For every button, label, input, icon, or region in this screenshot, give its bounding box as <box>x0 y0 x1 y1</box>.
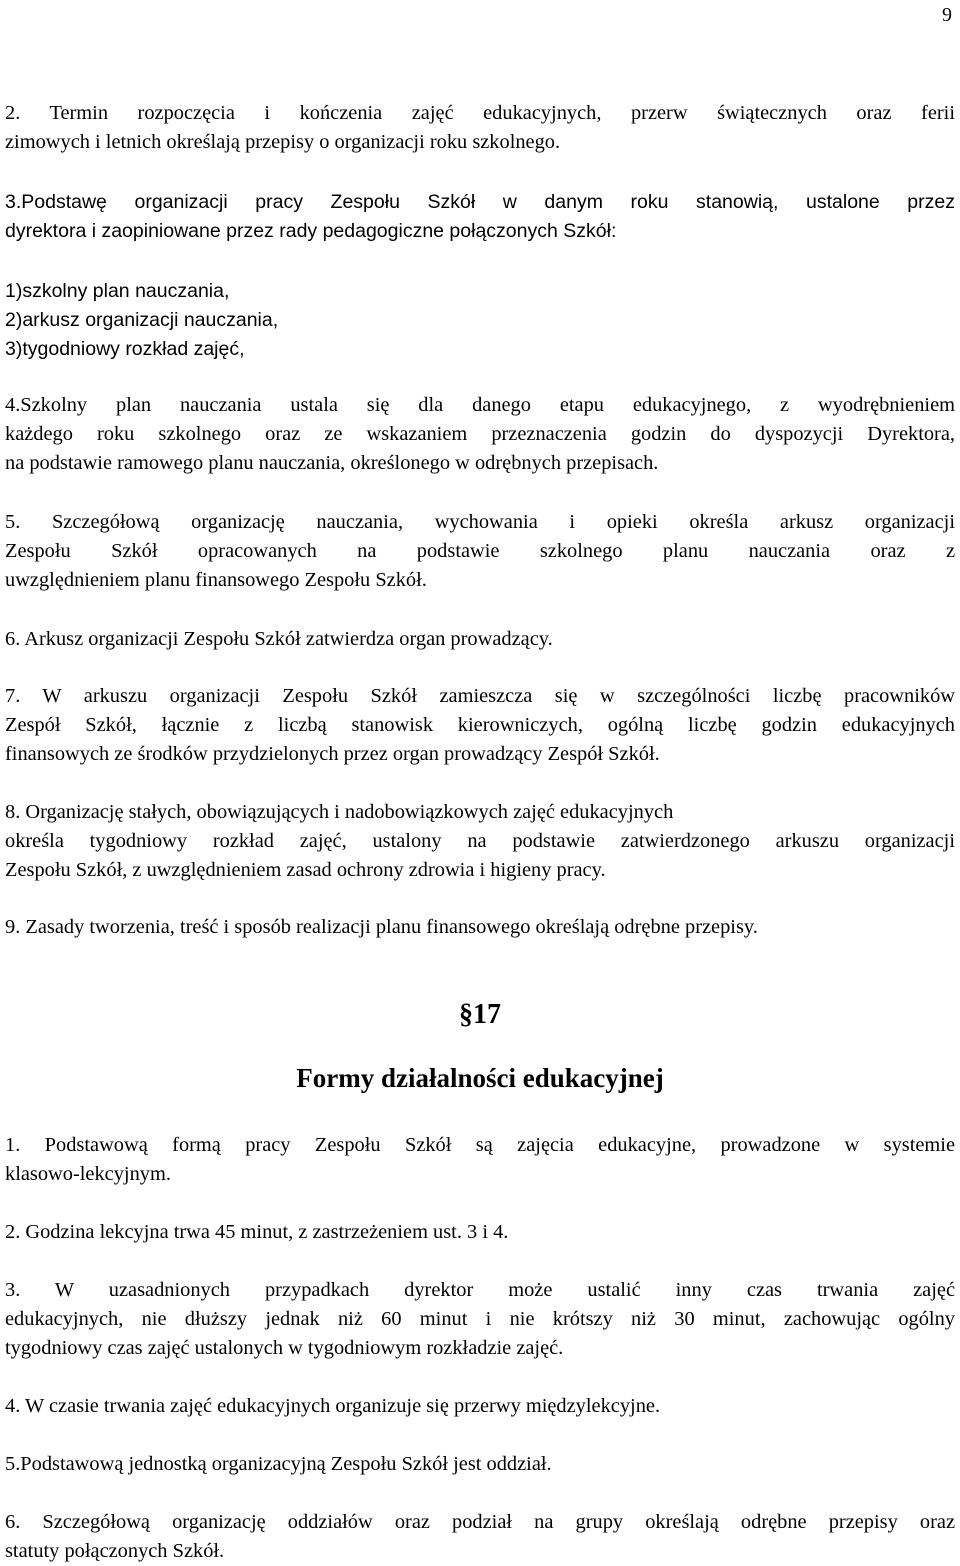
paragraph-7 <box>5 682 955 770</box>
paragraph-line: klasowo-lekcyjnym. <box>5 1163 171 1186</box>
paragraph-line: 6. Szczegółową organizację oddziałów oraz podział na grupy określają odrębne przepisy oraz <box>5 1511 955 1533</box>
list-item: 3)tygodniowy rozkład zajęć, <box>5 338 245 361</box>
section-paragraph-4 <box>5 1392 955 1421</box>
paragraph-9 <box>5 913 955 942</box>
paragraph-line: 9. Zasady tworzenia, treść i sposób realizacji planu finansowego określają odrębne przepisy. <box>5 916 758 938</box>
paragraph-line: 3.Podstawę organizacji pracy Zespołu Szkół w danym roku stanowią, ustalone przez <box>5 191 955 213</box>
paragraph-line: uwzględnieniem planu finansowego Zespołu Szkół. <box>5 569 427 592</box>
paragraph-line: statuty połączonych Szkół. <box>5 1540 225 1563</box>
section-paragraph-1 <box>5 1131 955 1189</box>
paragraph-line: 5. Szczegółową organizację nauczania, wychowania i opieki określa arkusz organizacji <box>5 511 955 533</box>
paragraph-8 <box>5 798 955 886</box>
section-paragraph-5 <box>5 1450 955 1479</box>
list-item: 2)arkusz organizacji nauczania, <box>5 309 279 332</box>
paragraph-line: finansowych ze środków przydzielonych przez organ prowadzący Zespół Szkół. <box>5 743 660 766</box>
paragraph-line: 3. W uzasadnionych przypadkach dyrektor może ustalić inny czas trwania zajęć <box>5 1279 955 1301</box>
paragraph-line: na podstawie ramowego planu nauczania, określonego w odrębnych przepisach. <box>5 452 659 475</box>
paragraph-line: Zespołu Szkół, z uwzględnieniem zasad ochrony zdrowia i higieny pracy. <box>5 859 606 882</box>
list-item: 1)szkolny plan nauczania, <box>5 280 230 302</box>
paragraph-5 <box>5 508 955 596</box>
paragraph-line: tygodniowy czas zajęć ustalonych w tygodniowym rozkładzie zajęć. <box>5 1337 564 1360</box>
paragraph-line: 7. W arkuszu organizacji Zespołu Szkół zamieszcza się w szczególności liczbę pracowników <box>5 685 955 707</box>
section-number: §17 <box>459 999 501 1030</box>
paragraph-line: 2. Godzina lekcyjna trwa 45 minut, z zastrzeżeniem ust. 3 i 4. <box>5 1221 509 1243</box>
paragraph-2 <box>5 99 955 157</box>
paragraph-line: zimowych i letnich określają przepisy o organizacji roku szkolnego. <box>5 131 561 154</box>
paragraph-line: każdego roku szkolnego oraz ze wskazaniem przeznaczenia godzin do dyspozycji Dyrektora, <box>5 423 955 446</box>
paragraph-line: edukacyjnych, nie dłuższy jednak niż 60 minut i nie krótszy niż 30 minut, zachowując ogólny <box>5 1308 955 1331</box>
paragraph-line: 6. Arkusz organizacji Zespołu Szkół zatwierdza organ prowadzący. <box>5 628 553 650</box>
section-paragraph-3 <box>5 1276 955 1364</box>
paragraph-line: 1. Podstawową formą pracy Zespołu Szkół są zajęcia edukacyjne, prowadzone w systemie <box>5 1134 955 1156</box>
paragraph-line: Zespół Szkół, łącznie z liczbą stanowisk kierowniczych, ogólną liczbę godzin edukacyjnych <box>5 714 955 737</box>
paragraph-line: 2. Termin rozpoczęcia i kończenia zajęć edukacyjnych, przerw świątecznych oraz ferii <box>5 102 955 124</box>
paragraph-line: 4. W czasie trwania zajęć edukacyjnych organizuje się przerwy międzylekcyjne. <box>5 1395 661 1417</box>
paragraph-line: dyrektora i zaopiniowane przez rady pedagogiczne połączonych Szkół: <box>5 220 617 243</box>
paragraph-3 <box>5 188 955 246</box>
paragraph-line: 5.Podstawową jednostką organizacyjną Zespołu Szkół jest oddział. <box>5 1453 552 1475</box>
section-paragraph-6 <box>5 1508 955 1566</box>
paragraph-line: Zespołu Szkół opracowanych na podstawie szkolnego planu nauczania oraz z <box>5 540 955 563</box>
section-title: Formy działalności edukacyjnej <box>296 1063 664 1093</box>
section-paragraph-2 <box>5 1218 955 1247</box>
organization-list <box>5 277 955 365</box>
paragraph-line: 8. Organizację stałych, obowiązujących i nadobowiązkowych zajęć edukacyjnych <box>5 801 674 823</box>
paragraph-6 <box>5 625 955 654</box>
paragraph-4 <box>5 391 955 479</box>
paragraph-line: określa tygodniowy rozkład zajęć, ustalony na podstawie zatwierdzonego arkuszu organizacji <box>5 830 955 853</box>
page-number: 9 <box>942 4 952 26</box>
paragraph-line: 4.Szkolny plan nauczania ustala się dla danego etapu edukacyjnego, z wyodrębnieniem <box>5 394 955 416</box>
